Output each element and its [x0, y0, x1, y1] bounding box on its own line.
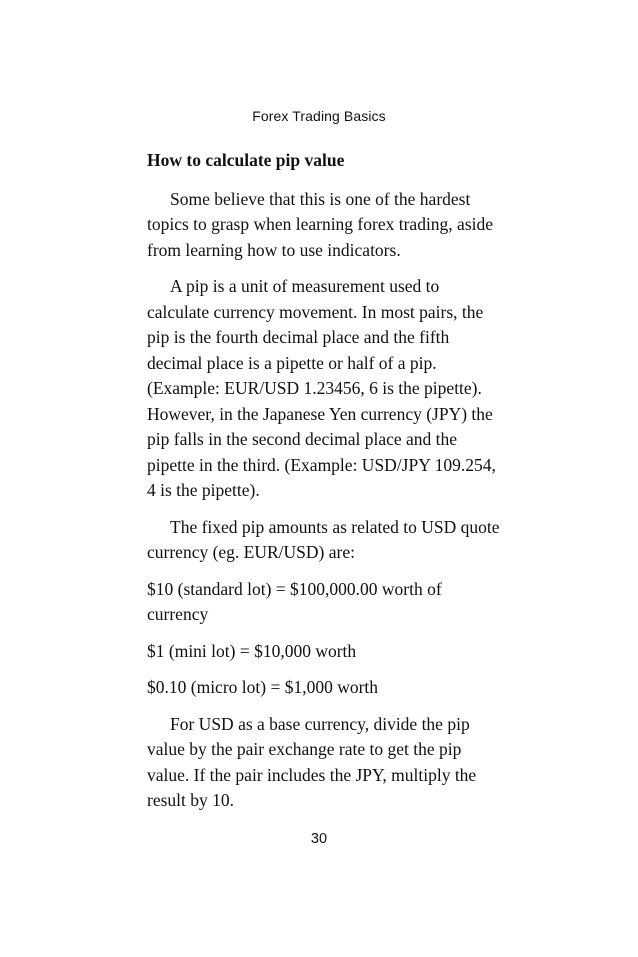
mini-lot-line: $1 (mini lot) = $10,000 worth [147, 640, 357, 661]
standard-lot-line: $10 (standard lot) = $100,000.00 worth of currency [147, 578, 442, 624]
section-title: How to calculate pip value [147, 150, 345, 170]
page-number: 30 [310, 831, 328, 847]
paragraph-fixed-amounts: The fixed pip amounts as related to USD quote currency (eg. EUR/USD) are: [147, 516, 500, 562]
page-content [147, 148, 502, 825]
running-header: Forex Trading Basics [252, 108, 386, 124]
paragraph-pip-definition: A pip is a unit of measurement used to calculate currency movement. In most pairs, the pip is the fourth decimal place and the fifth decimal place is a pipette or half of a pip. (Example: EUR/USD 1.23456, 6 is the pipette). However, in the Japanese Yen currency (JPY) the pip falls in the second decimal place and the pipette in the third. (Example: USD/JPY 109.254, 4 is the pipette). [147, 276, 496, 500]
micro-lot-line: $0.10 (micro lot) = $1,000 worth [147, 677, 379, 697]
paragraph-intro: Some believe that this is one of the hardest topics to grasp when learning forex trading, aside from learning how to use indicators. [147, 188, 494, 260]
paragraph-base-currency: For USD as a base currency, divide the pip value by the pair exchange rate to get the pip value. If the pair includes the JPY, multiply the result by 10. [147, 713, 477, 810]
